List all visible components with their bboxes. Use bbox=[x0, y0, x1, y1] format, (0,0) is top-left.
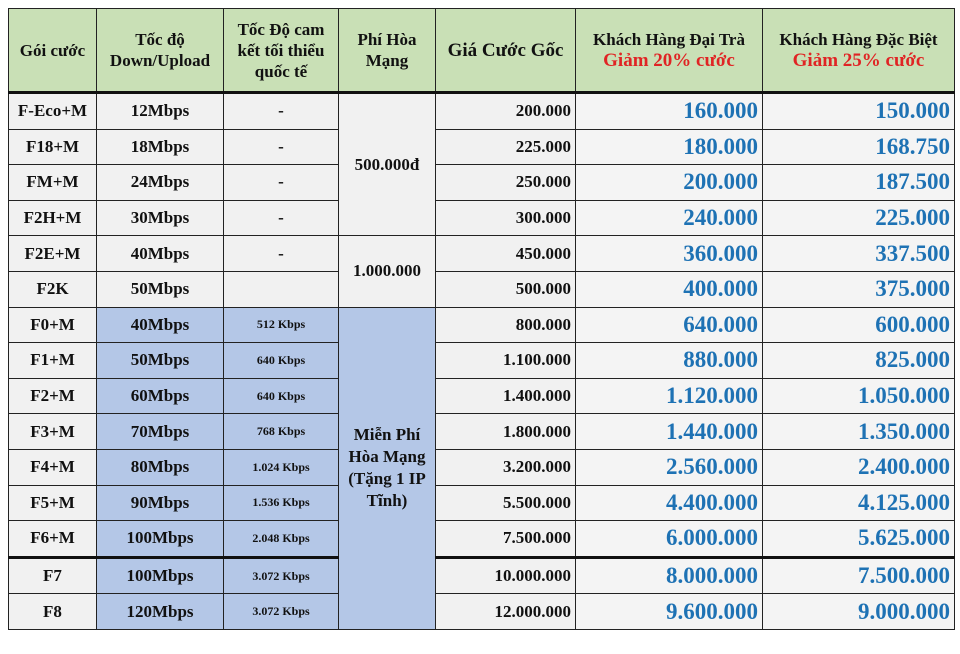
intl-speed-cell: - bbox=[224, 200, 339, 236]
package-cell: F-Eco+M bbox=[9, 93, 97, 130]
regular-price-cell: 240.000 bbox=[576, 200, 763, 236]
regular-title: Khách Hàng Đại Trà bbox=[593, 30, 745, 49]
package-cell: F6+M bbox=[9, 521, 97, 558]
speed-cell: 18Mbps bbox=[97, 129, 224, 165]
special-discount: Giảm 25% cước bbox=[792, 50, 925, 71]
regular-price-cell: 4.400.000 bbox=[576, 485, 763, 521]
regular-price-cell: 400.000 bbox=[576, 271, 763, 307]
header-special-customer bbox=[763, 9, 955, 93]
base-price-cell: 450.000 bbox=[436, 236, 576, 272]
special-price-cell: 4.125.000 bbox=[763, 485, 955, 521]
special-price-cell: 600.000 bbox=[763, 307, 955, 343]
header-row bbox=[9, 9, 955, 93]
base-price-cell: 500.000 bbox=[436, 271, 576, 307]
package-cell: F0+M bbox=[9, 307, 97, 343]
base-price-cell: 250.000 bbox=[436, 165, 576, 201]
table-row bbox=[9, 93, 955, 130]
base-price-cell: 1.400.000 bbox=[436, 378, 576, 414]
package-cell: F2+M bbox=[9, 378, 97, 414]
base-price-cell: 800.000 bbox=[436, 307, 576, 343]
regular-price-cell: 200.000 bbox=[576, 165, 763, 201]
intl-speed-cell: 3.072 Kbps bbox=[224, 557, 339, 594]
header-intl-speed: Tốc Độ cam kết tối thiểu quốc tế bbox=[224, 9, 339, 93]
table-row bbox=[9, 271, 955, 307]
base-price-cell: 5.500.000 bbox=[436, 485, 576, 521]
intl-speed-cell: - bbox=[224, 93, 339, 130]
base-price-cell: 3.200.000 bbox=[436, 449, 576, 485]
header-package: Gói cước bbox=[9, 9, 97, 93]
intl-speed-cell: 640 Kbps bbox=[224, 343, 339, 379]
special-title: Khách Hàng Đặc Biệt bbox=[779, 30, 938, 49]
base-price-cell: 10.000.000 bbox=[436, 557, 576, 594]
package-cell: F5+M bbox=[9, 485, 97, 521]
header-base-price: Giá Cước Gốc bbox=[436, 9, 576, 93]
base-price-cell: 12.000.000 bbox=[436, 594, 576, 630]
table-row bbox=[9, 307, 955, 343]
base-price-cell: 7.500.000 bbox=[436, 521, 576, 558]
base-price-cell: 1.800.000 bbox=[436, 414, 576, 450]
regular-price-cell: 160.000 bbox=[576, 93, 763, 130]
header-speed: Tốc độ Down/Upload bbox=[97, 9, 224, 93]
special-price-cell: 150.000 bbox=[763, 93, 955, 130]
table-row bbox=[9, 200, 955, 236]
table-row bbox=[9, 378, 955, 414]
regular-price-cell: 640.000 bbox=[576, 307, 763, 343]
regular-discount: Giảm 20% cước bbox=[603, 50, 735, 71]
speed-cell: 120Mbps bbox=[97, 594, 224, 630]
special-price-cell: 187.500 bbox=[763, 165, 955, 201]
table-row bbox=[9, 414, 955, 450]
package-cell: FM+M bbox=[9, 165, 97, 201]
table-row bbox=[9, 485, 955, 521]
install-fee-cell: 500.000đ bbox=[339, 93, 436, 236]
intl-speed-cell: 640 Kbps bbox=[224, 378, 339, 414]
intl-speed-cell: - bbox=[224, 165, 339, 201]
pricing-table bbox=[8, 8, 955, 630]
table-row bbox=[9, 557, 955, 594]
speed-cell: 30Mbps bbox=[97, 200, 224, 236]
speed-cell: 40Mbps bbox=[97, 236, 224, 272]
special-price-cell: 375.000 bbox=[763, 271, 955, 307]
speed-cell: 80Mbps bbox=[97, 449, 224, 485]
table-row bbox=[9, 449, 955, 485]
regular-price-cell: 1.120.000 bbox=[576, 378, 763, 414]
table-row bbox=[9, 236, 955, 272]
regular-price-cell: 1.440.000 bbox=[576, 414, 763, 450]
base-price-cell: 300.000 bbox=[436, 200, 576, 236]
regular-price-cell: 180.000 bbox=[576, 129, 763, 165]
intl-speed-cell: - bbox=[224, 129, 339, 165]
package-cell: F4+M bbox=[9, 449, 97, 485]
special-price-cell: 1.350.000 bbox=[763, 414, 955, 450]
special-price-cell: 225.000 bbox=[763, 200, 955, 236]
regular-price-cell: 8.000.000 bbox=[576, 557, 763, 594]
special-price-cell: 337.500 bbox=[763, 236, 955, 272]
package-cell: F7 bbox=[9, 557, 97, 594]
speed-cell: 100Mbps bbox=[97, 557, 224, 594]
regular-price-cell: 6.000.000 bbox=[576, 521, 763, 558]
intl-speed-cell: 1.024 Kbps bbox=[224, 449, 339, 485]
speed-cell: 70Mbps bbox=[97, 414, 224, 450]
special-price-cell: 1.050.000 bbox=[763, 378, 955, 414]
special-price-cell: 9.000.000 bbox=[763, 594, 955, 630]
table-row bbox=[9, 129, 955, 165]
package-cell: F3+M bbox=[9, 414, 97, 450]
speed-cell: 100Mbps bbox=[97, 521, 224, 558]
speed-cell: 90Mbps bbox=[97, 485, 224, 521]
speed-cell: 24Mbps bbox=[97, 165, 224, 201]
special-price-cell: 2.400.000 bbox=[763, 449, 955, 485]
header-install-fee: Phí Hòa Mạng bbox=[339, 9, 436, 93]
base-price-cell: 1.100.000 bbox=[436, 343, 576, 379]
regular-price-cell: 9.600.000 bbox=[576, 594, 763, 630]
package-cell: F18+M bbox=[9, 129, 97, 165]
intl-speed-cell bbox=[224, 271, 339, 307]
table-row bbox=[9, 594, 955, 630]
speed-cell: 12Mbps bbox=[97, 93, 224, 130]
package-cell: F2E+M bbox=[9, 236, 97, 272]
install-fee-cell: Miễn Phí Hòa Mạng (Tặng 1 IP Tĩnh) bbox=[339, 307, 436, 629]
package-cell: F8 bbox=[9, 594, 97, 630]
intl-speed-cell: 3.072 Kbps bbox=[224, 594, 339, 630]
intl-speed-cell: - bbox=[224, 236, 339, 272]
intl-speed-cell: 2.048 Kbps bbox=[224, 521, 339, 558]
special-price-cell: 5.625.000 bbox=[763, 521, 955, 558]
base-price-cell: 200.000 bbox=[436, 93, 576, 130]
regular-price-cell: 360.000 bbox=[576, 236, 763, 272]
speed-cell: 50Mbps bbox=[97, 343, 224, 379]
intl-speed-cell: 768 Kbps bbox=[224, 414, 339, 450]
regular-price-cell: 2.560.000 bbox=[576, 449, 763, 485]
speed-cell: 60Mbps bbox=[97, 378, 224, 414]
header-regular-customer bbox=[576, 9, 763, 93]
package-cell: F2H+M bbox=[9, 200, 97, 236]
special-price-cell: 825.000 bbox=[763, 343, 955, 379]
package-cell: F2K bbox=[9, 271, 97, 307]
special-price-cell: 168.750 bbox=[763, 129, 955, 165]
speed-cell: 50Mbps bbox=[97, 271, 224, 307]
speed-cell: 40Mbps bbox=[97, 307, 224, 343]
package-cell: F1+M bbox=[9, 343, 97, 379]
base-price-cell: 225.000 bbox=[436, 129, 576, 165]
table-row bbox=[9, 165, 955, 201]
install-fee-cell: 1.000.000 bbox=[339, 236, 436, 307]
special-price-cell: 7.500.000 bbox=[763, 557, 955, 594]
intl-speed-cell: 1.536 Kbps bbox=[224, 485, 339, 521]
intl-speed-cell: 512 Kbps bbox=[224, 307, 339, 343]
table-row bbox=[9, 343, 955, 379]
table-row bbox=[9, 521, 955, 558]
regular-price-cell: 880.000 bbox=[576, 343, 763, 379]
